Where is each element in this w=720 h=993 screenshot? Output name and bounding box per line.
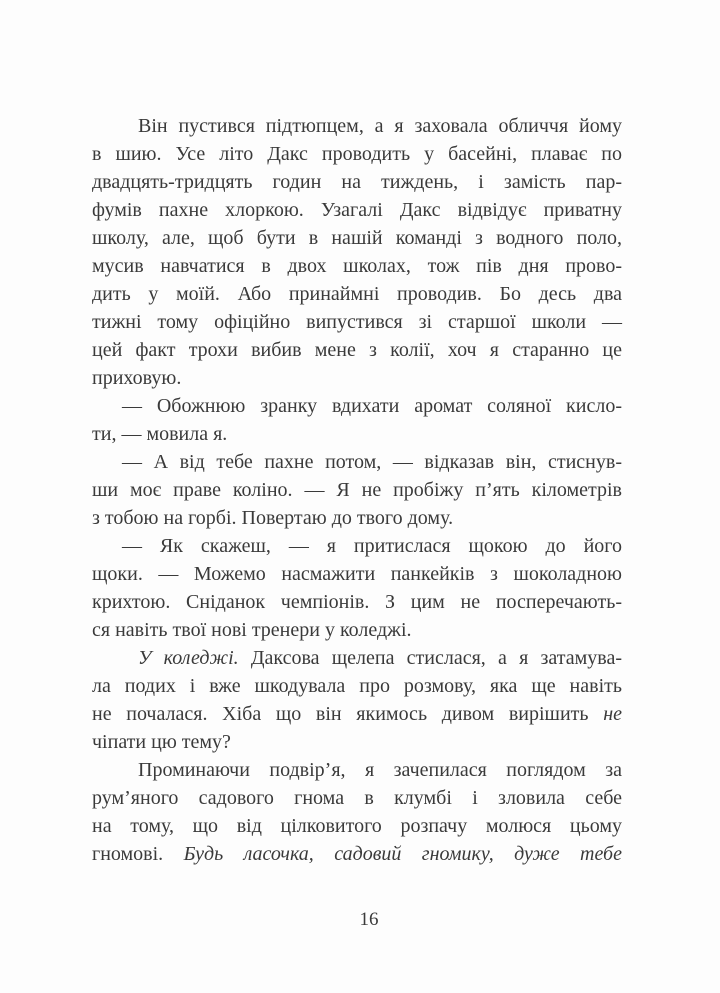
text-line [92, 224, 622, 252]
text-line [92, 448, 622, 476]
text-line [92, 532, 622, 560]
text-line [92, 756, 622, 784]
text-segment: чіпати цю тему? [92, 731, 231, 753]
text-line [92, 644, 622, 672]
text-segment: школу, але, щоб бути в нашій команді з водного поло, [92, 227, 622, 249]
page-number: 16 [359, 909, 379, 930]
text-line [92, 812, 622, 840]
text-line [92, 420, 622, 448]
text-segment: — А від тебе пахне потом, — відказав він, стиснув- [122, 451, 622, 473]
text-line [92, 280, 622, 308]
text-line [92, 840, 622, 868]
text-segment: фумів пахне хлоркою. Узагалі Дакс відвідує приватну [92, 199, 622, 221]
text-line [92, 504, 622, 532]
text-segment: ся навіть твої нові тренери у коледжі. [92, 619, 412, 641]
text-line [92, 112, 622, 140]
text-segment: гномові. [92, 843, 184, 865]
text-segment: Проминаючи подвір’я, я зачепилася поглядом за [138, 759, 622, 781]
text-line [92, 364, 622, 392]
text-segment: двадцять-тридцять годин на тиждень, і замість пар- [92, 171, 622, 193]
text-segment: приховую. [92, 367, 182, 389]
text-segment: тижні тому офіційно випустився зі старшої школи — [92, 311, 622, 333]
text-line [92, 196, 622, 224]
text-line [92, 168, 622, 196]
italic-text-segment: Будь ласочка, садовий гномику, дуже тебе [183, 843, 622, 865]
text-segment: крихтою. Сніданок чемпіонів. З цим не посперечають- [92, 591, 622, 613]
text-line [92, 728, 622, 756]
text-segment: Даксова щелепа стислася, а я затамува- [238, 647, 622, 669]
text-line [92, 308, 622, 336]
text-segment: ла подих і вже шкодувала про розмову, яка ще навіть [92, 675, 622, 697]
italic-text-segment: не [603, 703, 622, 725]
text-line [92, 700, 622, 728]
text-segment: ти, — мовила я. [92, 423, 228, 445]
text-line [92, 672, 622, 700]
text-line [92, 252, 622, 280]
text-line [92, 616, 622, 644]
text-line [92, 588, 622, 616]
text-segment: рум’яного садового гнома в клумбі і зловила себе [92, 787, 622, 809]
italic-text-segment: У коледжі. [138, 647, 239, 669]
text-segment: з тобою на горбі. Повертаю до твого дому. [92, 507, 454, 529]
text-segment: ши моє праве коліно. — Я не пробіжу п’ять кілометрів [92, 479, 622, 501]
text-segment: — Як скажеш, — я притислася щокою до його [122, 535, 622, 557]
text-line [92, 784, 622, 812]
text-segment: дить у моїй. Або принаймні проводив. Бо десь два [92, 283, 622, 305]
text-segment: — Обожнюю зранку вдихати аромат соляної кисло- [122, 395, 622, 417]
text-segment: Він пустився підтюпцем, а я заховала обличчя йому [138, 115, 622, 137]
text-segment: в шию. Усе літо Дакс проводить у басейні, плаває по [92, 143, 622, 165]
text-segment: цей факт трохи вибив мене з колії, хоч я старанно це [92, 339, 622, 361]
text-line [92, 336, 622, 364]
text-line [92, 560, 622, 588]
text-segment: мусив навчатися в двох школах, тож пів дня прово- [92, 255, 622, 277]
text-line [92, 476, 622, 504]
text-line [92, 140, 622, 168]
text-segment: щоки. — Можемо насмажити панкейків з шоколадною [92, 563, 622, 585]
text-segment: на тому, що від цілковитого розпачу молюся цьому [92, 815, 622, 837]
text-segment: не почалася. Хіба що він якимось дивом вирішить [92, 703, 604, 725]
text-block [92, 112, 622, 868]
text-line [92, 392, 622, 420]
